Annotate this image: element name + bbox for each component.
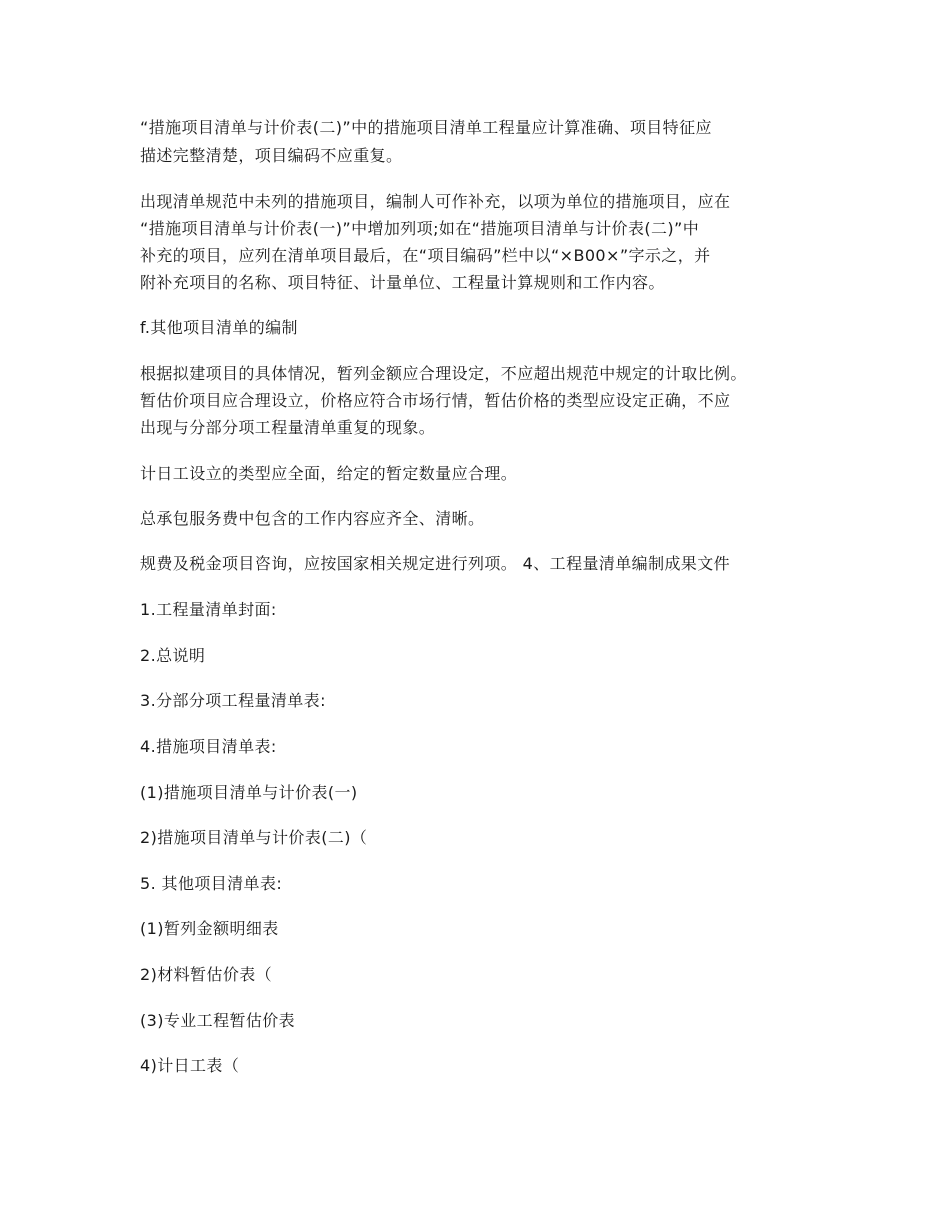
- list-item: 2)措施项目清单与计价表(二)（: [140, 828, 368, 847]
- list-item: (1)措施项目清单与计价表(一): [140, 783, 358, 802]
- list-item: 4)计日工表（: [140, 1056, 240, 1075]
- paragraph-line: 出现与分部分项工程量清单重复的现象。: [140, 418, 436, 437]
- list-item: 1.工程量清单封面:: [140, 600, 277, 619]
- paragraph-line: 描述完整清楚，项目编码不应重复。: [140, 146, 403, 165]
- paragraph-line: “措施项目清单与计价表(一)”中增加列项;如在“措施项目清单与计价表(二)”中: [140, 219, 700, 238]
- list-item: (3)专业工程暂估价表: [140, 1011, 296, 1030]
- list-item: 2.总说明: [140, 646, 206, 665]
- paragraph-line: 计日工设立的类型应全面，给定的暂定数量应合理。: [140, 464, 518, 483]
- paragraph-line: 规费及税金项目咨询，应按国家相关规定进行列项。 4、工程量清单编制成果文件: [140, 554, 731, 573]
- paragraph-line: “措施项目清单与计价表(二)”中的措施项目清单工程量应计算准确、项目特征应: [140, 118, 712, 137]
- paragraph-line: 出现清单规范中未列的措施项目，编制人可作补充，以项为单位的措施项目，应在: [140, 192, 731, 211]
- section-heading: f.其他项目清单的编制: [140, 318, 298, 337]
- list-item: 2)材料暂估价表（: [140, 965, 273, 984]
- paragraph-line: 根据拟建项目的具体情况，暂列金额应合理设定，不应超出规范中规定的计取比例。: [140, 364, 747, 383]
- list-item: 5. 其他项目清单表:: [140, 874, 283, 893]
- paragraph-line: 附补充项目的名称、项目特征、计量单位、工程量计算规则和工作内容。: [140, 273, 665, 292]
- paragraph-line: 总承包服务费中包含的工作内容应齐全、清晰。: [140, 509, 485, 528]
- paragraph-line: 补充的项目，应列在清单项目最后，在“项目编码”栏中以“×B00×”字示之，并: [140, 246, 711, 265]
- list-item: 3.分部分项工程量清单表:: [140, 691, 326, 710]
- list-item: (1)暂列金额明细表: [140, 919, 279, 938]
- paragraph-line: 暂估价项目应合理设立，价格应符合市场行情，暂估价格的类型应设定正确，不应: [140, 391, 731, 410]
- list-item: 4.措施项目清单表:: [140, 737, 277, 756]
